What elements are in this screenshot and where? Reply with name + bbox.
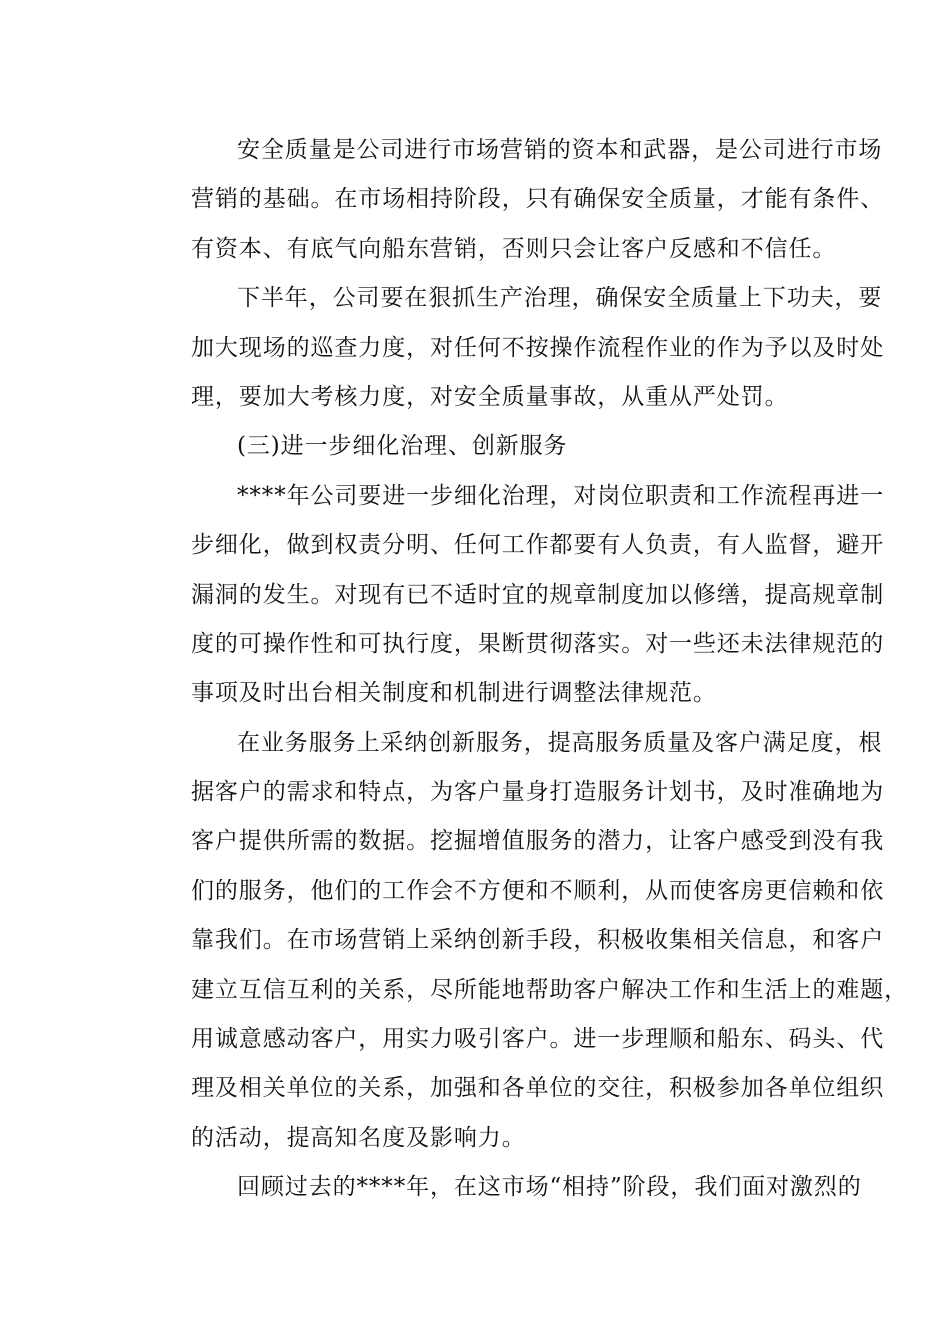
text-line: 在业务服务上采纳创新服务，提高服务质量及客户满足度，根 bbox=[237, 729, 883, 756]
text-line: 建立互信互利的关系，尽所能地帮助客户解决工作和生活上的难题， bbox=[191, 976, 908, 1003]
text-line: 加大现场的巡查力度，对任何不按操作流程作业的作为予以及时处 bbox=[191, 334, 885, 361]
text-line: 靠我们。在市场营销上采纳创新手段，积极收集相关信息，和客户 bbox=[191, 927, 885, 954]
section-heading bbox=[145, 422, 810, 471]
text-line: 安全质量是公司进行市场营销的资本和武器，是公司进行市场 bbox=[237, 137, 883, 163]
text-line: 用诚意感动客户，用实力吸引客户。进一步理顺和船东、码头、代 bbox=[191, 1026, 885, 1053]
text-line: 理及相关单位的关系，加强和各单位的交往，积极参加各单位组织 bbox=[191, 1075, 885, 1102]
section-heading-text: (三)进一步细化治理、创新服务 bbox=[237, 433, 568, 460]
text-line: 据客户的需求和特点，为客户量身打造服务计划书，及时准确地为 bbox=[191, 779, 885, 806]
paragraph-innovative-service bbox=[145, 719, 908, 1164]
text-line: 营销的基础。在市场相持阶段，只有确保安全质量，才能有条件、 bbox=[191, 186, 885, 213]
paragraph-safety-quality bbox=[145, 126, 885, 274]
text-line: 下半年，公司要在狠抓生产治理，确保安全质量上下功夫，要 bbox=[237, 285, 883, 312]
text-line: 回顾过去的****年，在这市场“相持”阶段，我们面对激烈的 bbox=[237, 1174, 862, 1201]
text-line: 们的服务，他们的工作会不方便和不顺利，从而使客房更信赖和依 bbox=[191, 877, 885, 904]
paragraph-review bbox=[145, 1163, 862, 1212]
text-line: 有资本、有底气向船东营销，否则只会让客户反感和不信任。 bbox=[191, 235, 837, 262]
text-line: ****年公司要进一步细化治理，对岗位职责和工作流程再进一 bbox=[237, 482, 885, 509]
paragraph-second-half bbox=[145, 274, 885, 422]
text-line: 事项及时出台相关制度和机制进行调整法律规范。 bbox=[191, 680, 717, 707]
text-line: 理，要加大考核力度，对安全质量事故，从重从严处罚。 bbox=[191, 383, 789, 410]
text-line: 步细化，做到权责分明、任何工作都要有人负责，有人监督，避开 bbox=[191, 532, 885, 559]
document-body bbox=[145, 126, 908, 1213]
text-line: 的活动，提高知名度及影响力。 bbox=[191, 1124, 526, 1151]
text-line: 度的可操作性和可执行度，果断贯彻落实。对一些还未法律规范的 bbox=[191, 630, 885, 657]
text-line: 漏洞的发生。对现有已不适时宜的规章制度加以修缮，提高规章制 bbox=[191, 581, 885, 608]
text-line: 客户提供所需的数据。挖掘增值服务的潜力，让客户感受到没有我 bbox=[191, 828, 885, 855]
paragraph-refine-management bbox=[145, 472, 885, 719]
